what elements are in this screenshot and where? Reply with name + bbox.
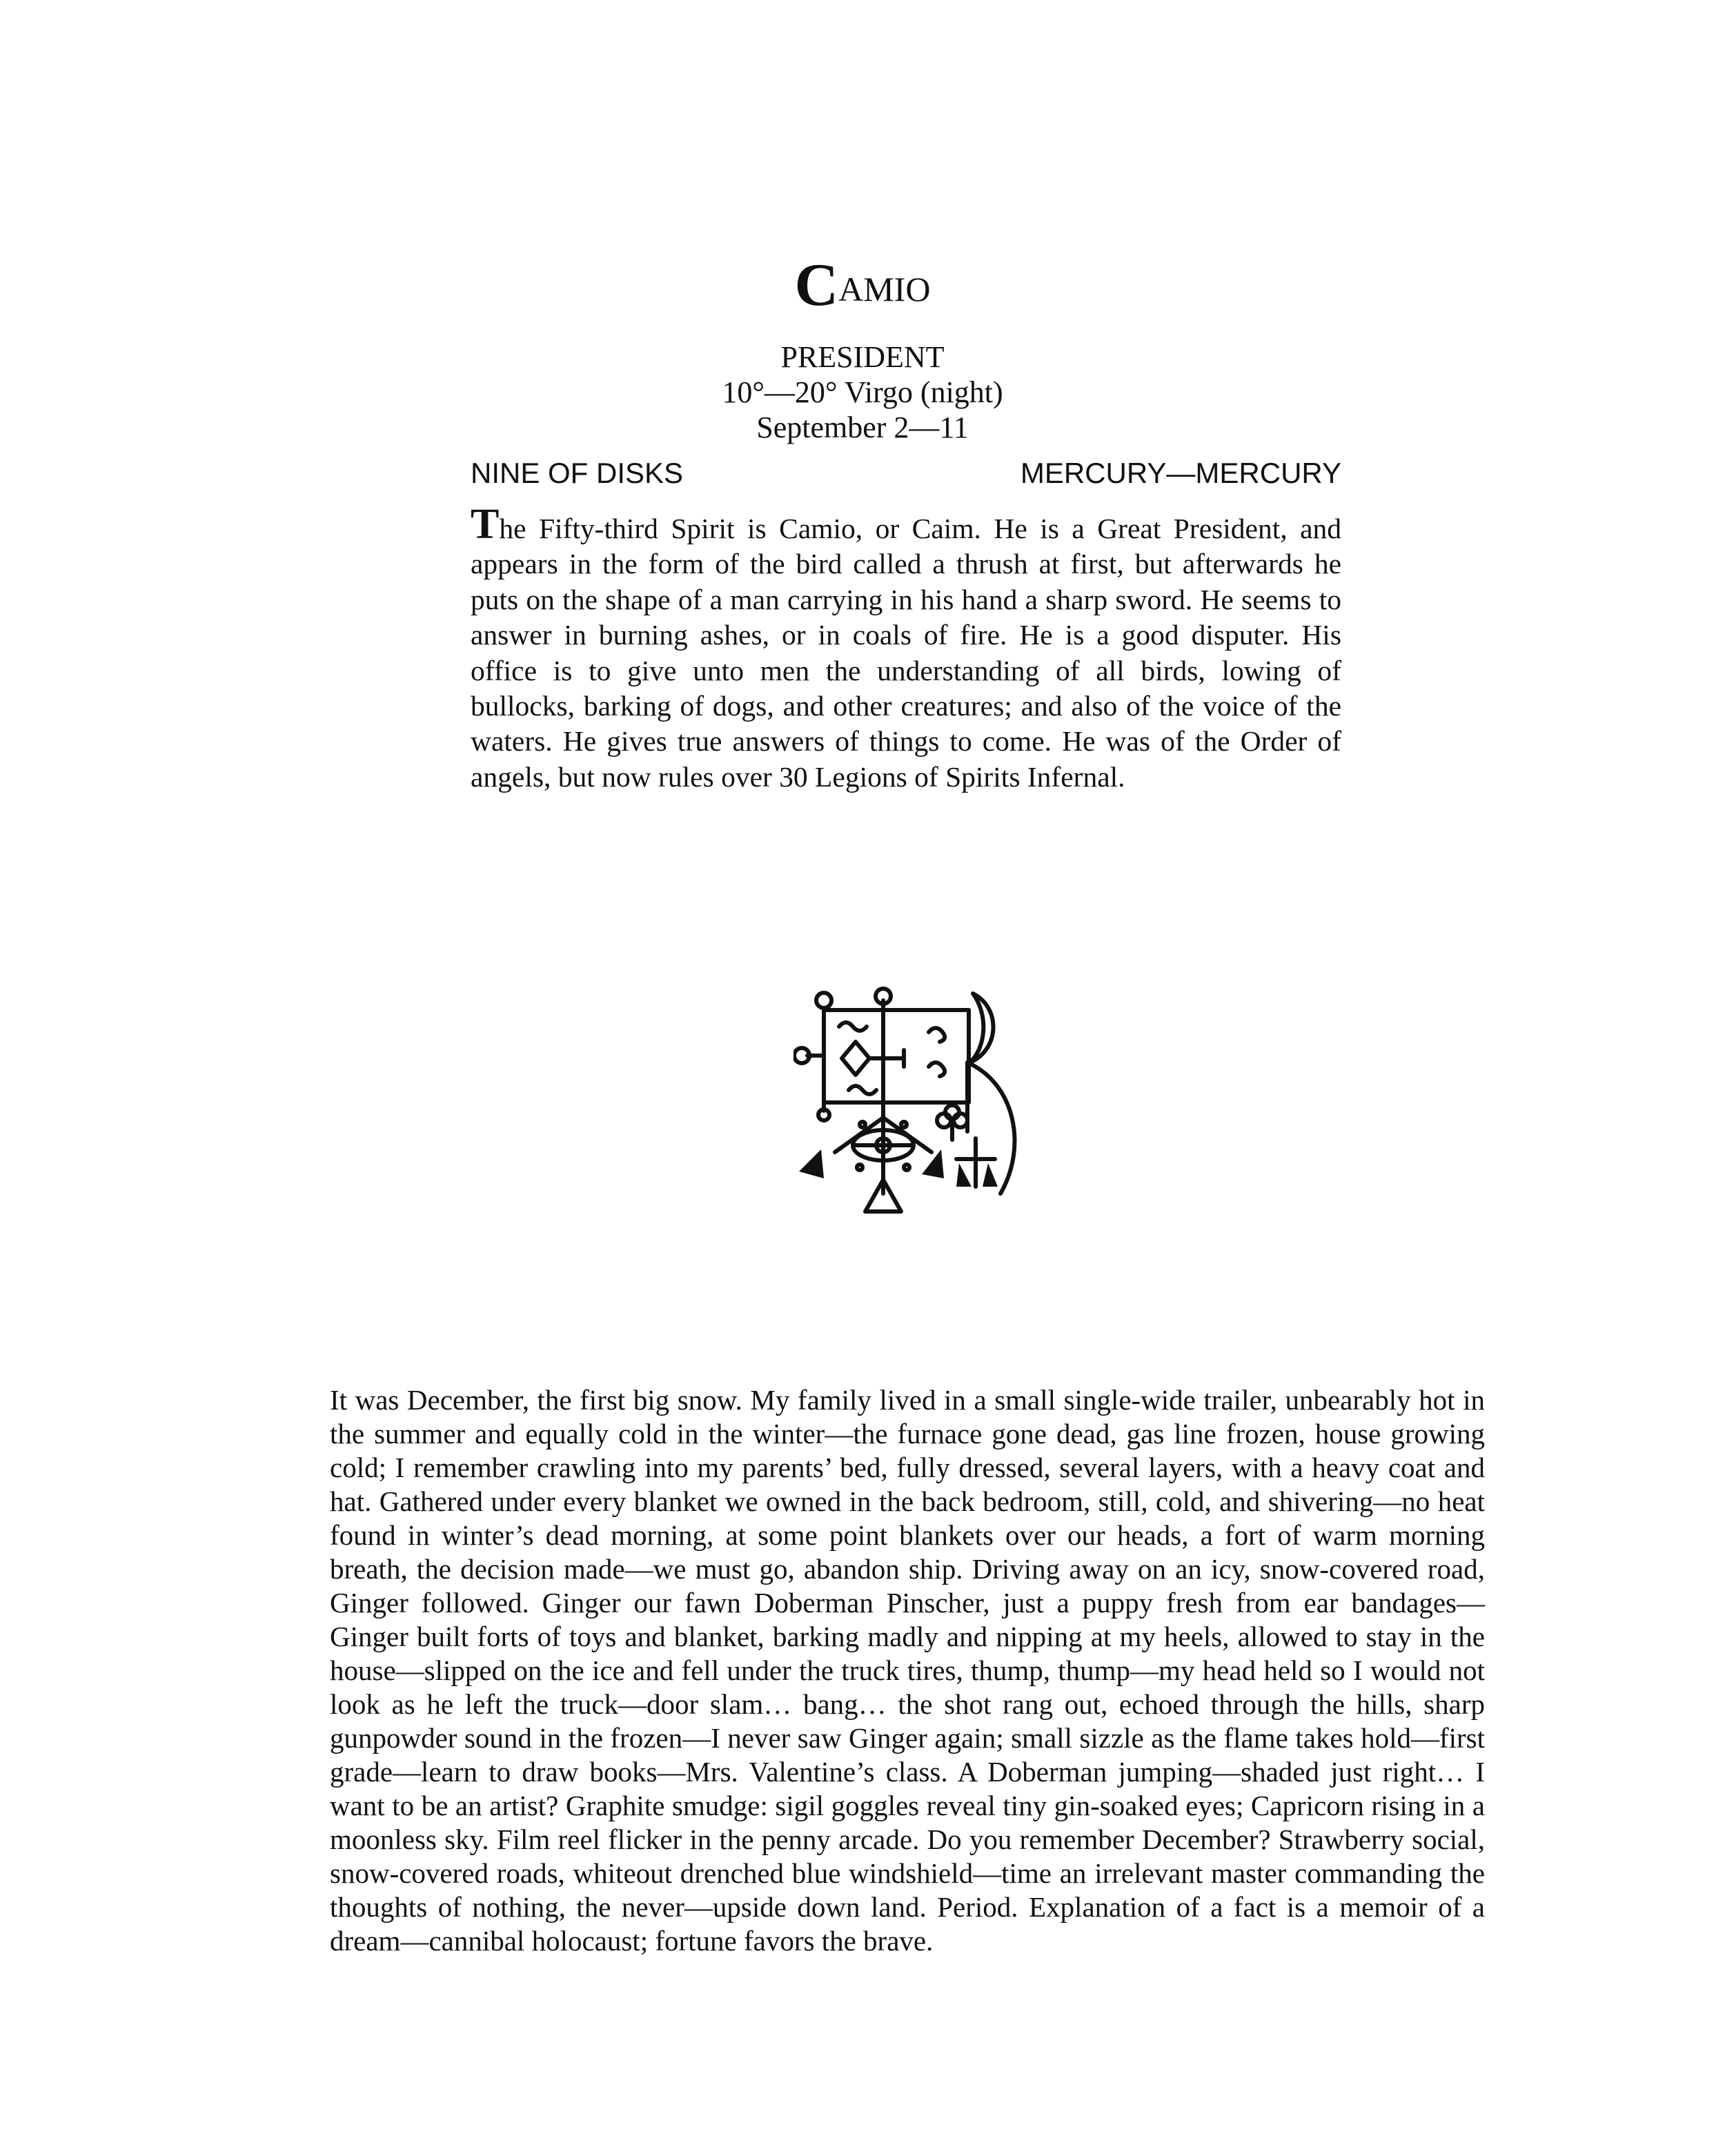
- spirit-meta: [0, 339, 1725, 445]
- planetary-rulers: MERCURY—MERCURY: [1020, 457, 1341, 489]
- drop-cap: T: [471, 501, 500, 548]
- spirit-description-body: he Fifty-third Spirit is Camio, or Caim. He is a Great President, and appears in the form of the bird called a thrush at first, but afterwards he puts on the shape of a man carrying in his hand a sharp sword. He seems to answer in burning ashes, or in coals of fire. He is a good disputer. His office is to give unto men the understanding of all birds, lowing of bullocks, barking of dogs, and other creatures; and also of the voice of the waters. He gives true answers of things to come. He was of the Order of angels, but now rules over 30 Legions of Spirits Infernal.: [471, 513, 1341, 793]
- spirit-description: [471, 501, 1341, 795]
- correspondences-row: [471, 455, 1341, 491]
- date-range: September 2—11: [756, 411, 969, 444]
- decan: 10°—20° Virgo (night): [722, 375, 1003, 409]
- heading-rest: AMIO: [838, 270, 931, 308]
- tarot-card: NINE OF DISKS: [471, 457, 684, 489]
- sigil-illustration: [793, 987, 1042, 1221]
- spirit-name-heading: [0, 252, 1725, 319]
- rank: PRESIDENT: [780, 340, 945, 374]
- heading-initial: C: [794, 252, 839, 319]
- memoir-paragraph: It was December, the first big snow. My family lived in a small single-wide trailer, unbearably hot in the summer and equally cold in the winter—the furnace gone dead, gas line frozen, house growing cold; I remember crawling into my parents’ bed, fully dressed, several layers, with a heavy coat and hat. Gathered under every blanket we owned in the back bedroom, still, cold, and shivering—no heat found in winter’s dead morning, at some point blankets over our heads, a fort of warm morning breath, the decision made—we must go, abandon ship. Driving away on an icy, snow-covered road, Ginger followed. Ginger our fawn Doberman Pinscher, just a puppy fresh from ear bandages—Ginger built forts of toys and blanket, barking madly and nipping at my heels, allowed to stay in the house—slipped on the ice and fell under the truck tires, thump, thump—my head held so I would not look as he left the truck—door slam… bang… the shot rang out, echoed through the hills, sharp gunpowder sound in the frozen—I never saw Ginger again; small sizzle as the flame takes hold—first grade—learn to draw books—Mrs. Valentine’s class. A Doberman jumping—shaded just right… I want to be an artist? Graphite smudge: sigil goggles reveal tiny gin-soaked eyes; Capricorn rising in a moonless sky. Film reel flicker in the penny arcade. Do you remember December? Strawberry social, snow-covered roads, whiteout drenched blue windshield—time an irrelevant master commanding the thoughts of nothing, the never—upside down land. Period. Explanation of a fact is a memoir of a dream—cannibal holocaust; fortune favors the brave.: [330, 1384, 1485, 1957]
